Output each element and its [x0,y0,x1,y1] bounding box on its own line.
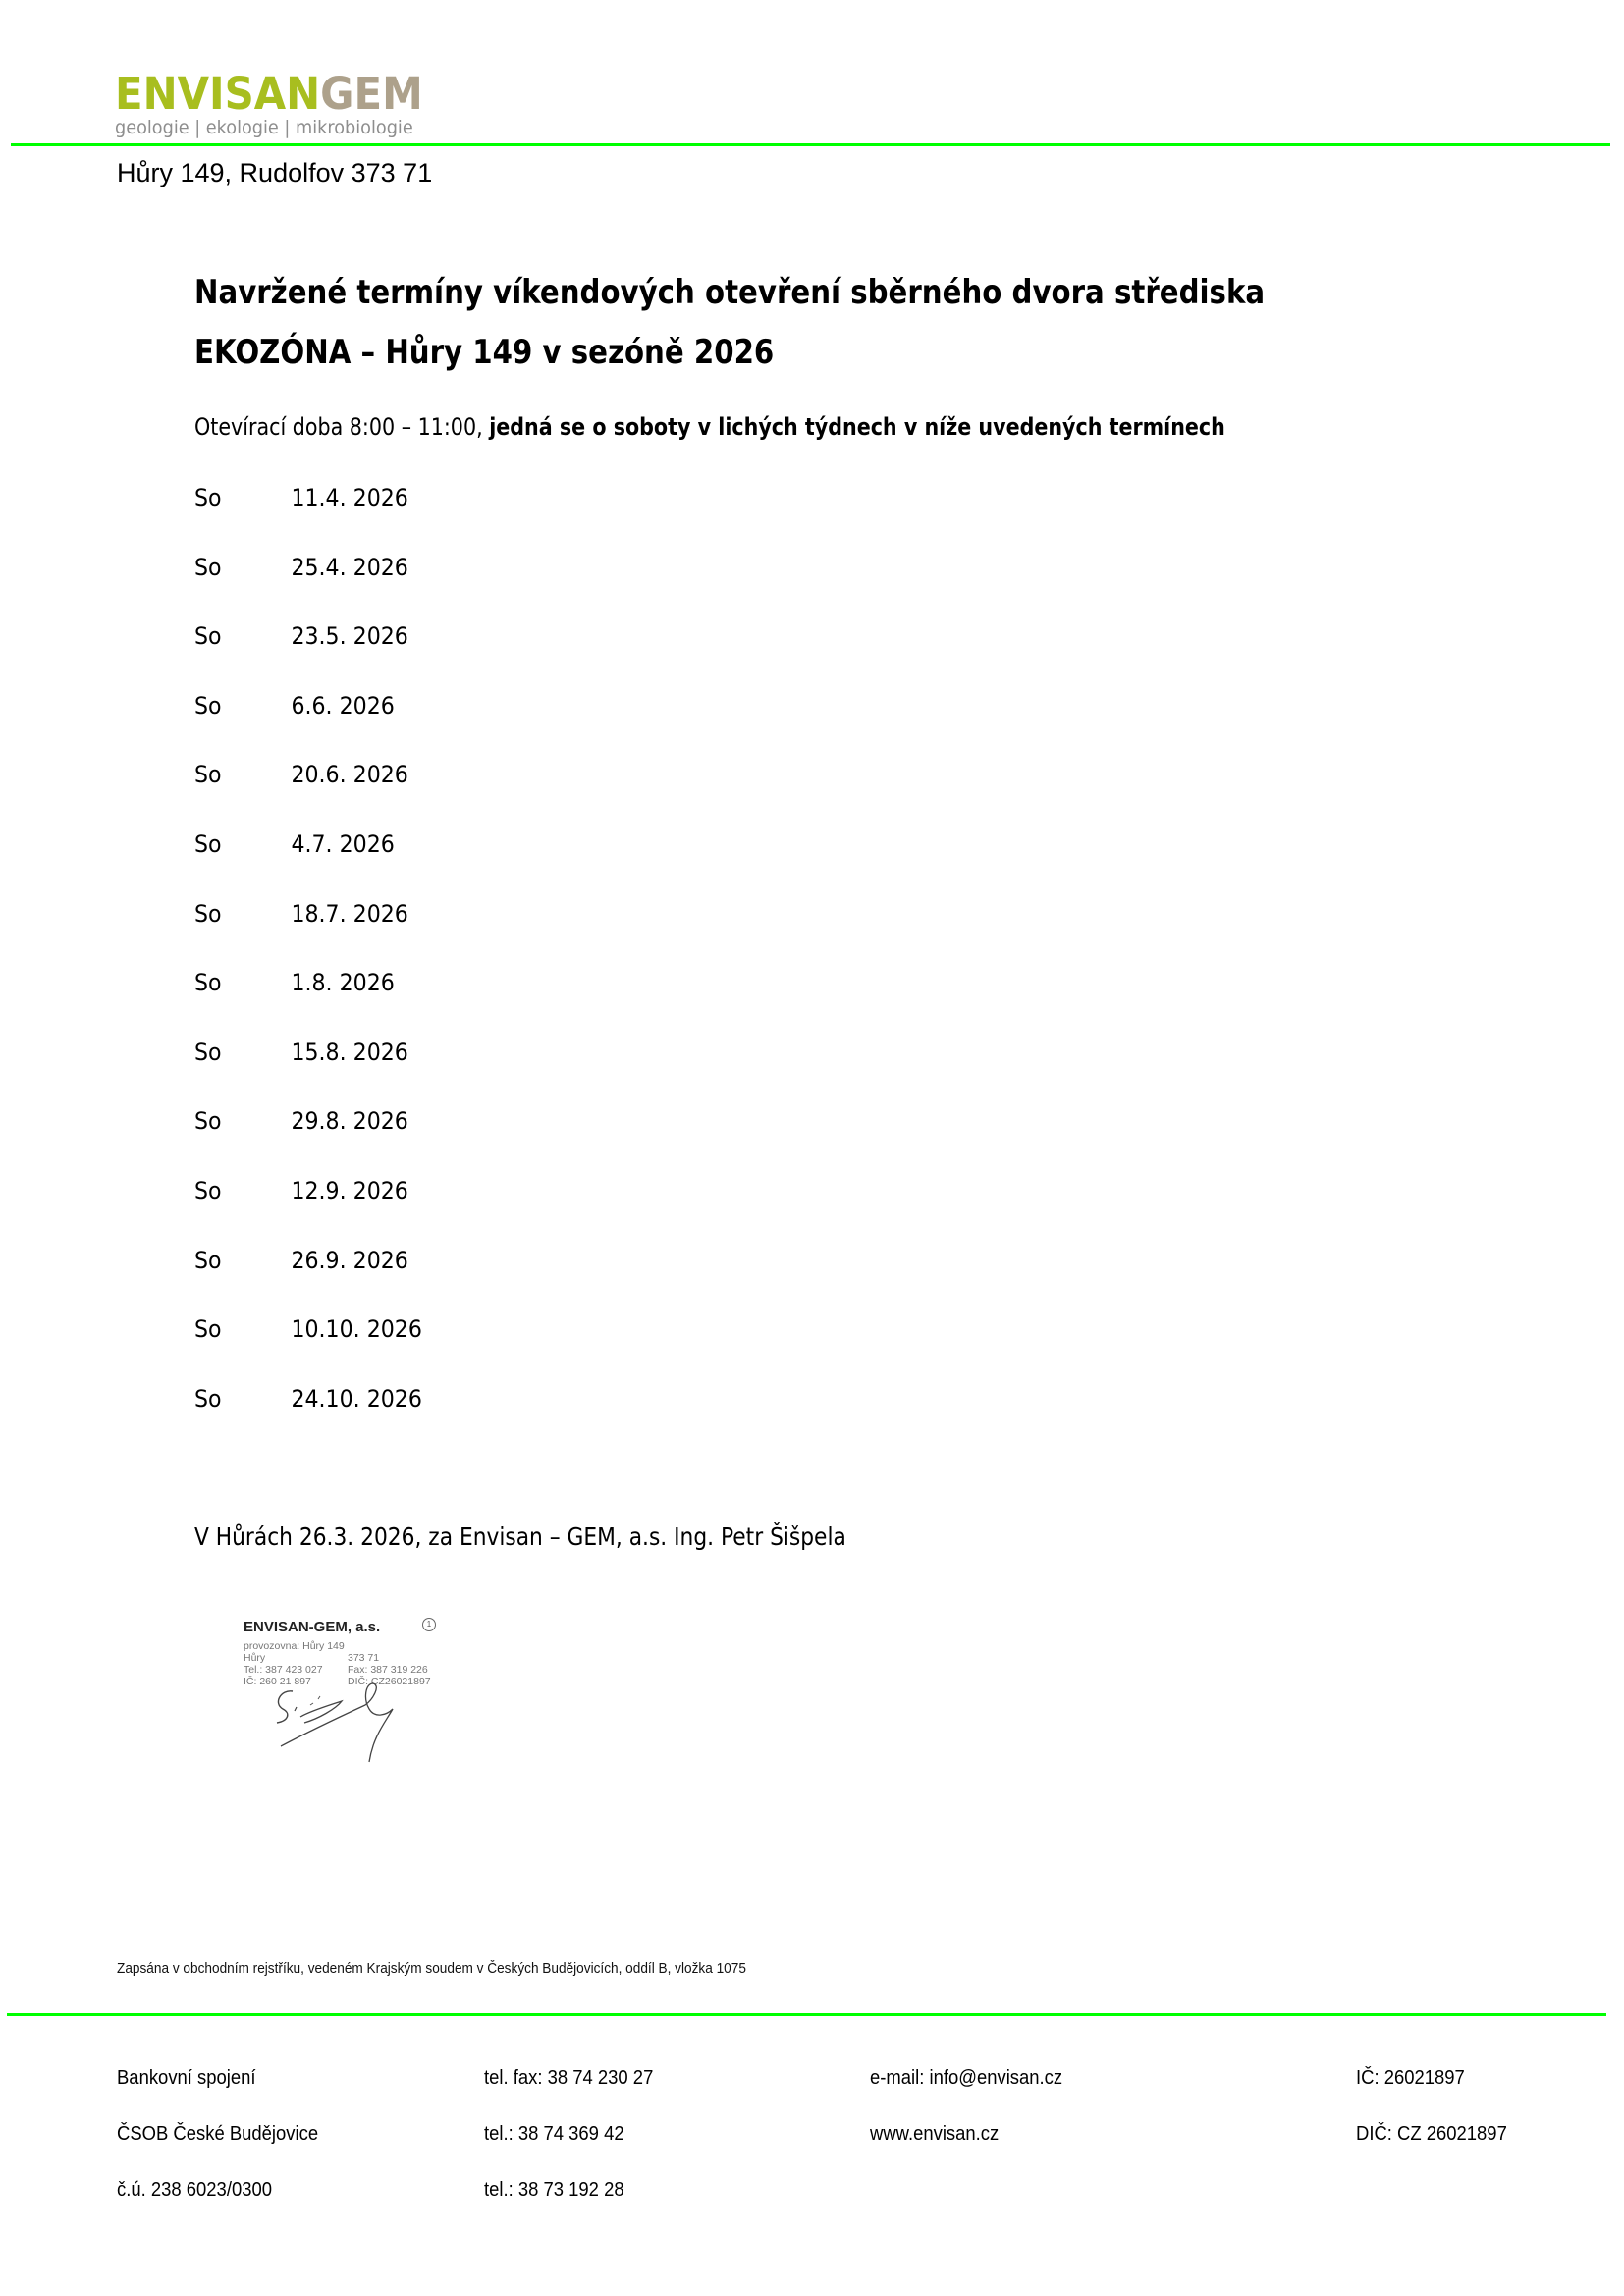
opening-hours-regular: Otevírací doba 8:00 – 11:00, [194,413,490,441]
stamp-line-3-right: Fax: 387 319 226 [348,1664,428,1676]
logo-gem: GEM [320,68,423,120]
date-row-date: 6.6. 2026 [291,691,395,720]
stamp-company: ENVISAN-GEM, a.s. [244,1619,381,1635]
logo-envisan: ENVISAN [115,68,321,120]
date-row-date: 26.9. 2026 [291,1246,408,1274]
date-row-date: 18.7. 2026 [291,899,408,928]
date-row [194,1312,556,1382]
date-row [194,1382,556,1452]
stamp-line-3-left: Tel.: 387 423 027 [244,1664,323,1676]
document-title [194,263,1265,383]
date-row-day: So [194,484,222,511]
opening-hours-bold: jedná se o soboty v lichých týdnech v níže uvedených termínech [489,413,1225,441]
date-row [194,551,556,620]
footer-email[interactable]: e-mail: info@envisan.cz [870,2066,1063,2089]
footer-phone-1: tel.: 38 74 369 42 [484,2122,624,2145]
date-row [194,1036,556,1105]
title-line-1: Navržené termíny víkendových otevření sběrného dvora střediska [194,273,1266,312]
date-row-date: 20.6. 2026 [291,761,408,789]
header-divider [11,143,1610,146]
footer-website[interactable]: www.envisan.cz [870,2122,1000,2145]
dates-list [194,481,556,1451]
date-row [194,481,556,551]
stamp-line-2-left: Hůry [244,1652,266,1664]
date-row-date: 11.4. 2026 [291,484,408,511]
date-row [194,689,556,759]
handwritten-signature-icon [271,1680,408,1763]
logo-wordmark [115,68,423,120]
date-row-day: So [194,969,222,997]
date-row [194,966,556,1036]
date-row-date: 24.10. 2026 [291,1384,422,1413]
date-row-day: So [194,829,222,858]
footer-bank-label: Bankovní spojení [117,2066,256,2089]
date-row-day: So [194,899,222,928]
date-row-day: So [194,691,222,720]
footer-bank-account: č.ú. 238 6023/0300 [117,2178,272,2201]
date-row-day: So [194,1246,222,1274]
date-row [194,1244,556,1313]
footer-fax: tel. fax: 38 74 230 27 [484,2066,654,2089]
company-stamp [242,1613,448,1765]
date-row-day: So [194,761,222,789]
footer-company-id: IČ: 26021897 [1356,2066,1465,2089]
stamp-line-2-right: 373 71 [348,1652,380,1664]
date-row [194,758,556,828]
date-row-day: So [194,1384,222,1413]
date-row-day: So [194,1176,222,1204]
date-row-date: 12.9. 2026 [291,1176,408,1204]
date-row-day: So [194,1315,222,1344]
opening-hours-text [194,413,1225,441]
registry-note: Zapsána v obchodním rejstříku, vedeném Krajským soudem v Českých Budějovicích, oddíl B, vložka 1075 [117,1961,746,1977]
date-row [194,619,556,689]
company-logo [115,68,446,138]
stamp-line-1: provozovna: Hůry 149 [244,1640,345,1652]
date-row [194,828,556,897]
stamp-line-4-right: DIČ: CZ26021897 [348,1676,431,1687]
signature-line: V Hůrách 26.3. 2026, za Envisan – GEM, a.s. Ing. Petr Šišpela [194,1522,846,1551]
date-row-date: 25.4. 2026 [291,553,408,581]
date-row-date: 1.8. 2026 [291,969,395,997]
stamp-circle-mark: 1 [422,1618,436,1631]
date-row [194,1104,556,1174]
date-row [194,1174,556,1244]
date-row-day: So [194,1038,222,1066]
logo-tagline: geologie | ekologie | mikrobiologie [115,117,413,138]
stamp-line-4-left: IČ: 260 21 897 [244,1676,311,1687]
date-row-date: 15.8. 2026 [291,1038,408,1066]
date-row-date: 10.10. 2026 [291,1315,422,1344]
footer-phone-2: tel.: 38 73 192 28 [484,2178,624,2201]
date-row [194,897,556,967]
date-row-date: 29.8. 2026 [291,1107,408,1136]
company-address: Hůry 149, Rudolfov 373 71 [117,158,433,187]
date-row-day: So [194,553,222,581]
date-row-date: 23.5. 2026 [291,622,408,651]
footer-vat-id: DIČ: CZ 26021897 [1356,2122,1507,2145]
date-row-day: So [194,1107,222,1136]
footer-divider [7,2013,1606,2016]
date-row-date: 4.7. 2026 [291,829,395,858]
title-line-2: EKOZÓNA – Hůry 149 v sezóně 2026 [194,333,775,372]
footer-bank-name: ČSOB České Budějovice [117,2122,319,2145]
date-row-day: So [194,622,222,651]
